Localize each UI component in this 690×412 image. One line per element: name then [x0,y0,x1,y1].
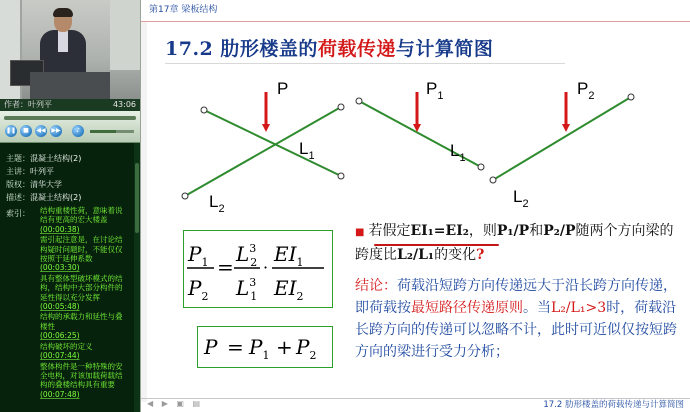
beam-support [628,94,634,100]
info-row-topic [6,153,134,164]
beam-support [182,193,188,199]
label-l1-short: $L_1$ [450,141,466,164]
beam-support [338,104,344,110]
index-item[interactable] [40,206,128,235]
beam-l2-long [493,97,631,180]
conclusion-label: 结论： [355,278,397,294]
bullet-text: 若假定 [368,223,411,239]
info-key: 主题： [6,154,30,163]
author-bar [0,99,140,111]
index-item[interactable] [40,274,128,313]
svg-text:=: = [217,255,234,279]
volume-slider[interactable] [90,130,134,133]
info-value: 清华大学 [30,180,62,189]
bullet-text: ，则 [468,223,497,239]
info-value: 混凝土结构(2) [30,193,82,202]
label-l2-long: $L_2$ [513,187,529,210]
index-item-time[interactable]: (00:07:48) [40,389,80,399]
svg-text:L32: $L^3$ 2 [236,242,258,269]
info-row-description [6,192,134,203]
info-value: 叶列平 [30,167,54,176]
svg-text:·: · [263,258,269,277]
title-text: 17.2 肋形楼盖的 [165,38,318,60]
index-item-title: 具有整体型破坏模式的结构，结构中大部分构件的延性得以充分发挥 [40,273,123,302]
bullet-text: 和 [529,223,544,239]
beam-diagrams [141,70,690,220]
svg-text:P2: $P_2$ [188,276,209,303]
conclusion-text [355,275,687,363]
info-key: 版权： [6,180,30,189]
pause-button[interactable]: ❚❚ [5,125,17,137]
index-label: 索引： [6,209,30,218]
svg-text:P1: $P_1$ [249,335,270,362]
label-l2: $L_2$ [209,192,225,215]
ratio-equation-box [183,230,333,308]
svg-text:EI1: $EI_1$ [274,242,304,269]
slide-header [141,0,690,22]
lecture-video[interactable] [0,0,140,99]
conclusion-emphasis: 最短路径传递原则 [411,300,523,316]
index-item[interactable] [40,342,128,362]
index-item-title: 结构的承载力和延性与叠楼性 [40,312,123,331]
index-item-title: 整体构件是一种特殊的安全电构，对该加载荷载结构的叠楼结构具有重要 [40,361,123,390]
index-item-time[interactable]: (00:00:38) [40,224,80,234]
beam-l1 [204,110,341,176]
svg-text:P2: $P_2$ [296,335,317,362]
info-key: 描述： [6,193,30,202]
info-row-copyright [6,179,134,190]
ratio-equation [184,231,331,306]
beam-l2 [185,107,341,196]
slide-nav-icons[interactable]: ◀ ▶ ▣ ▤ [147,399,204,408]
info-key: 主讲： [6,167,30,176]
conclusion-body: 。当 [523,300,551,316]
bullet-p1-ratio: P₁/P [496,223,530,239]
title-text: 计算简图 [415,38,494,60]
chapter-label: 第17章 梁板结构 [149,5,218,15]
sum-equation [198,327,331,366]
beam-support [201,107,207,113]
index-list [40,206,128,412]
crossing-beams-diagram [182,79,344,215]
svg-text:P: P [204,335,218,359]
rewind-button[interactable]: ◀◀ [35,125,47,137]
index-item[interactable] [40,312,128,341]
playback-time: 43:06 [112,100,136,109]
bullet-text: 的变化 [434,247,477,263]
forward-button[interactable]: ▶▶ [50,125,62,137]
seek-bar[interactable] [4,116,136,120]
info-row-lecturer [6,166,134,177]
svg-text:+: + [276,335,293,359]
bullet-question-mark: ? [476,247,485,263]
player-controls [0,111,140,143]
footer-rule [141,398,690,399]
conclusion-emphasis: L₂/L₁>3 [551,300,607,316]
volume-fill [90,130,116,133]
svg-text:=: = [227,335,244,359]
author-name: 叶列平 [28,100,52,109]
index-item[interactable] [40,362,128,401]
index-item[interactable] [40,235,128,274]
long-beam-diagram [490,79,634,210]
beam-support [356,98,362,104]
bullet-span-ratio: L₂/L₁ [397,247,435,263]
svg-text:L31: $L^3$ 1 [236,276,258,303]
author-label: 作者： [4,100,28,109]
bullet-square-icon: ■ [355,227,365,238]
player-panel [0,0,140,412]
sum-equation-box [197,326,333,368]
info-value: 混凝土结构(2) [30,154,82,163]
index-item-title: 结构重楼性荷，意味着说结有更高的宏大楼盖 [40,206,123,225]
title-highlight: 荷载传递 [317,38,396,60]
index-item-title: 需引起注意是，在讨论结构疑时问题时，不能仅仅按照于延伸系数 [40,235,123,264]
title-rule [165,63,565,64]
stop-button[interactable]: ■ [20,125,32,137]
label-l1: $L_1$ [299,139,315,162]
beam-support [478,164,484,170]
bullet-p2-ratio: P₂/P [543,223,576,239]
label-p2: $P_2$ [577,79,595,102]
index-item-title: 结构破坏的定义 [40,341,93,351]
index-item-time[interactable]: (00:06:25) [40,331,80,341]
index-item-time[interactable]: (00:05:48) [40,302,80,312]
bullet-assumption: EI₁=EI₂ [410,223,469,239]
volume-icon[interactable]: ♪ [72,125,84,137]
lecturer-shirt [58,30,68,52]
lecture-slide [140,0,690,412]
title-text: 与 [395,38,416,60]
index-item-time[interactable]: (00:03:30) [40,263,80,273]
svg-text:EI2: $EI_2$ [274,276,304,303]
lecturer-hair [53,8,73,17]
beam-support [490,177,496,183]
bullet-text: 随两个方向梁的跨度比 [355,223,674,263]
seek-fill [4,116,136,120]
slide-title [165,34,493,61]
slide-footer: 17.2 肋形楼盖的荷载传递与计算简图 [543,400,684,410]
conclusion-body: 时，荷载沿长跨方向的传递可以忽略不计，此时可近似仅按短跨方向的梁进行受力分析； [355,300,677,360]
svg-text:P1: $P_1$ [188,242,209,269]
index-item-time[interactable]: (00:07:44) [40,351,80,361]
video-wall [110,0,140,70]
short-beam-diagram [356,79,484,170]
red-underline-annotation [374,244,499,246]
conclusion-body: 荷载沿短跨方向传递远大于沿长跨方向传递，即荷载按 [355,278,677,316]
beam-support [338,173,344,179]
question-bullet [355,220,685,266]
scroll-thumb[interactable] [135,163,139,233]
video-desk [30,72,110,99]
label-p1: $P_1$ [426,79,444,102]
label-p: P [277,79,289,98]
